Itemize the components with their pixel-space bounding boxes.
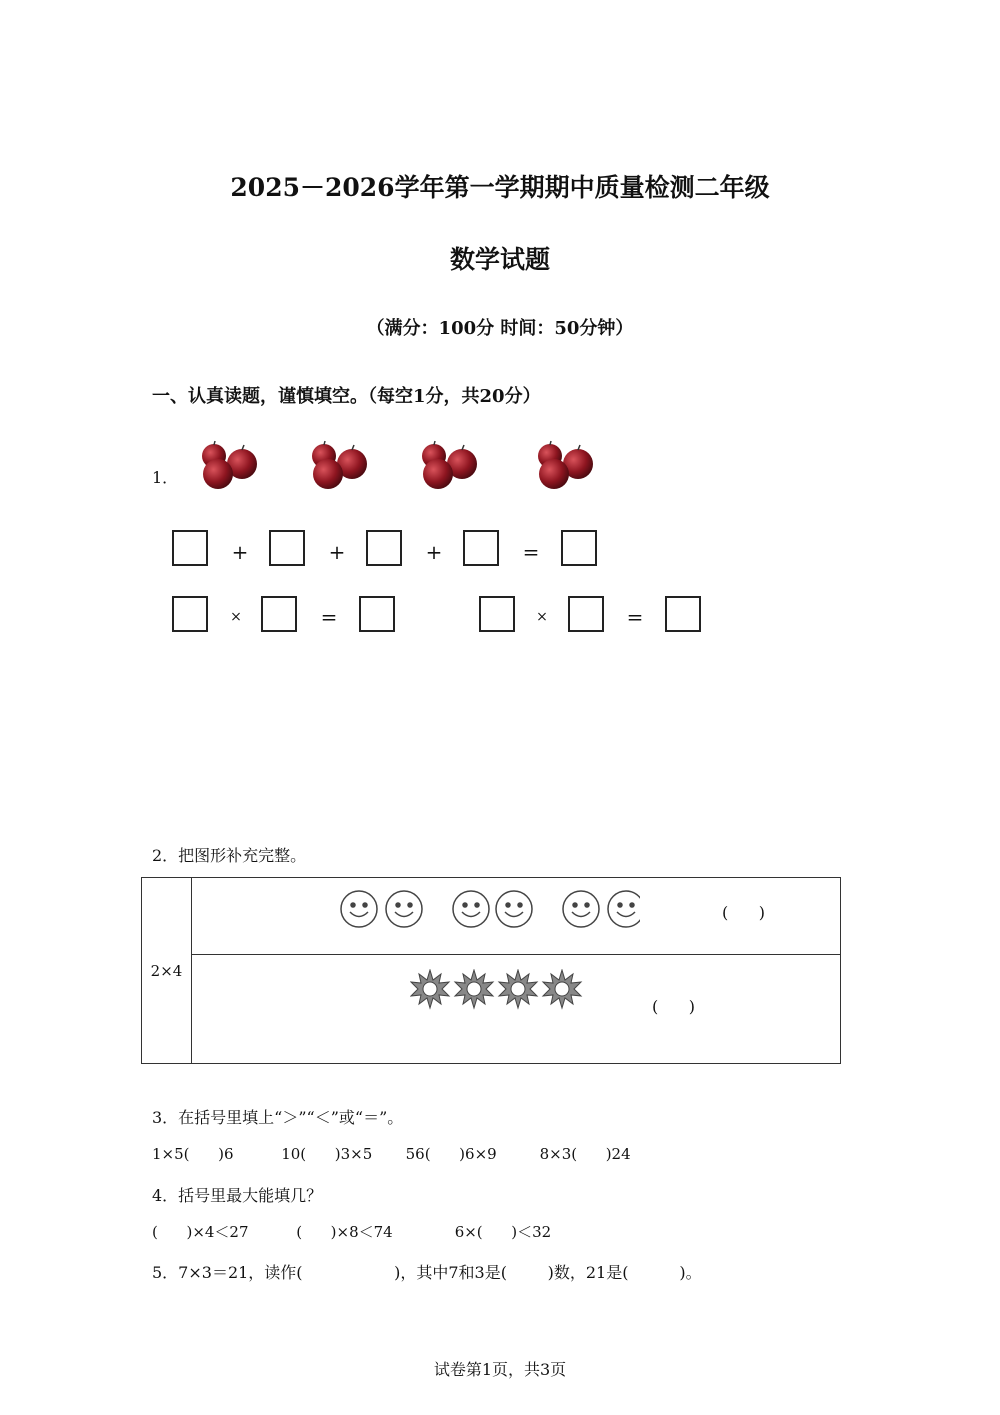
equals-sign: = — [320, 605, 338, 629]
exam-meta: （满分：100分 时间：50分钟） — [366, 318, 634, 339]
page-footer: 试卷第1页，共3页 — [433, 1360, 567, 1379]
apple-group-icon — [306, 440, 374, 492]
answer-box[interactable] — [665, 596, 701, 632]
smiley-faces-icon — [340, 890, 640, 928]
q5-text[interactable]: 5．7×3＝21，读作( )，其中7和3是( )数，21是( )。 — [152, 1263, 702, 1282]
plus-sign: + — [425, 540, 443, 564]
section-1-heading: 一、认真读题，谨慎填空。（每空1分，共20分） — [152, 386, 541, 407]
answer-box[interactable] — [172, 596, 208, 632]
sun-icons — [410, 969, 586, 1011]
answer-box[interactable] — [479, 596, 515, 632]
answer-box[interactable] — [561, 530, 597, 566]
blank-parens[interactable]: ( ) — [652, 997, 695, 1016]
answer-box[interactable] — [172, 530, 208, 566]
times-sign: × — [536, 609, 548, 625]
smiley-row — [192, 878, 841, 955]
q3-items[interactable]: 1×5( )6 10( )3×5 56( )6×9 8×3( )24 — [152, 1145, 631, 1163]
answer-box[interactable] — [269, 530, 305, 566]
row-label: 2×4 — [142, 878, 192, 1064]
apple-group-icon — [416, 440, 484, 492]
apple-group-icon — [196, 440, 264, 492]
q4-items[interactable]: ( )×4＜27 ( )×8＜74 6×( )＜32 — [152, 1223, 552, 1241]
sun-row — [192, 955, 841, 1064]
plus-sign: + — [328, 540, 346, 564]
q2-prompt: 2．把图形补充完整。 — [152, 846, 307, 865]
plus-sign: + — [231, 540, 249, 564]
blank-parens[interactable]: ( ) — [722, 903, 765, 922]
equals-sign: = — [522, 540, 540, 564]
answer-box[interactable] — [463, 530, 499, 566]
figure-table — [141, 877, 841, 1064]
equals-sign: = — [626, 605, 644, 629]
answer-box[interactable] — [261, 596, 297, 632]
q3-prompt: 3．在括号里填上“＞”“＜”或“＝”。 — [152, 1108, 404, 1127]
answer-box[interactable] — [366, 530, 402, 566]
q4-prompt: 4．括号里最大能填几？ — [152, 1186, 323, 1205]
q1-number: 1． — [152, 468, 179, 487]
apple-group-icon — [532, 440, 600, 492]
times-sign: × — [230, 609, 242, 625]
subject-title: 数学试题 — [449, 245, 550, 274]
answer-box[interactable] — [359, 596, 395, 632]
exam-title: 2025－2026学年第一学期期中质量检测二年级 — [230, 173, 770, 202]
answer-box[interactable] — [568, 596, 604, 632]
